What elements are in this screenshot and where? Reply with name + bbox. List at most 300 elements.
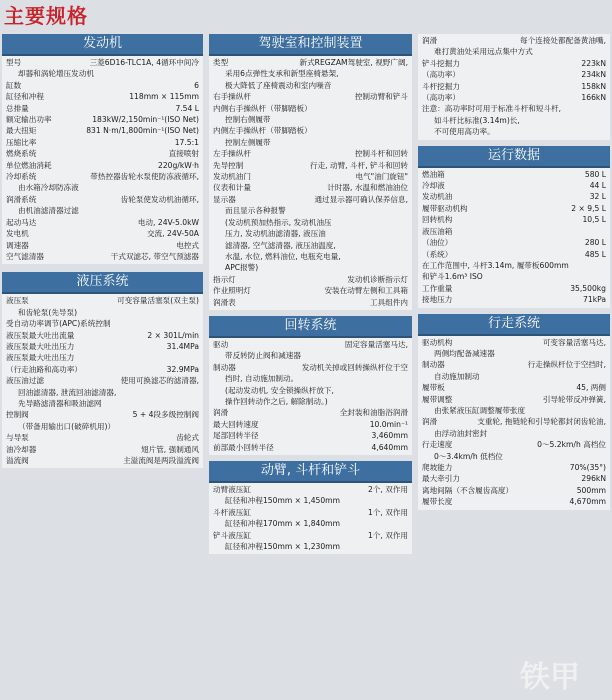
spec-label: 右手操纵杆 — [213, 92, 251, 102]
spec-value: 和齿轮泵(先导泵) — [18, 307, 78, 317]
spec-value: 5 + 4段多级控制阀 — [132, 410, 199, 420]
spec-row — [422, 126, 606, 137]
spec-row — [422, 294, 606, 305]
spec-value: 0～3.4km/h 低档位 — [434, 451, 503, 461]
spec-label: 工作重量 — [422, 283, 453, 293]
spec-row — [6, 409, 199, 420]
spec-value: 158kN — [581, 81, 606, 91]
spec-row — [6, 57, 199, 68]
spec-row — [213, 148, 408, 159]
spec-row — [213, 362, 408, 373]
spec-row — [213, 495, 408, 506]
spec-row — [6, 240, 199, 251]
spec-row — [213, 274, 408, 285]
spec-row — [213, 251, 408, 262]
spec-row — [422, 473, 606, 484]
spec-value: 发动机诊断指示灯 — [347, 274, 408, 284]
spec-value: 32.9MPa — [166, 364, 199, 374]
spec-value: 水温, 水位, 燃料油位, 电瓶充电量, — [225, 251, 341, 261]
spec-value: 71kPa — [583, 295, 606, 305]
spec-label: 铲斗液压缸 — [213, 530, 251, 540]
spec-value: 齿轮泵使发动机油循环, — [120, 194, 199, 204]
spec-row — [6, 432, 199, 443]
spec-row — [422, 115, 606, 126]
spec-value: 却器和涡轮增压发动机 — [18, 69, 94, 79]
spec-row — [213, 114, 408, 125]
spec-label: 润滑 — [422, 417, 438, 427]
spec-value: 280 L — [584, 238, 606, 248]
spec-row — [6, 330, 199, 341]
spec-row — [213, 137, 408, 148]
spec-label: 压缩比率 — [6, 137, 37, 147]
spec-value: 44 L — [589, 181, 606, 191]
spec-row — [213, 407, 408, 418]
spec-row — [422, 485, 606, 496]
spec-row — [6, 318, 199, 329]
spec-row — [6, 455, 199, 466]
spec-value: 带热控器齿轮水泵使防冻液循环, — [90, 172, 199, 182]
spec-value: 2个, 双作用 — [367, 485, 408, 494]
spec-row — [422, 180, 606, 191]
spec-label: 接地压力 — [422, 295, 453, 305]
spec-label: 最大扭矩 — [6, 126, 37, 136]
spec-label: 内侧左手操纵杆（带脚踏板） — [213, 126, 312, 136]
spec-row — [422, 371, 606, 382]
spec-label: 润滑 — [213, 408, 229, 418]
rows-travel — [418, 336, 610, 510]
spec-row — [213, 240, 408, 251]
spec-row — [213, 385, 408, 396]
spec-value: 10,5 L — [582, 215, 606, 225]
section-lube — [418, 34, 610, 140]
spec-label: 缸数 — [6, 80, 22, 90]
rows-swing — [209, 338, 412, 455]
spec-label: 履带调整 — [422, 394, 453, 404]
spec-value: 控制右侧履带 — [225, 115, 271, 125]
spec-value: 31.4MPa — [166, 341, 199, 351]
spec-label: 制动器 — [422, 360, 445, 370]
spec-row — [422, 428, 606, 439]
spec-value: 由浮动油封密封 — [434, 428, 488, 438]
spec-value: 1个, 双作用 — [367, 530, 408, 540]
spec-value: 7.54 L — [175, 103, 199, 113]
section-title-cab: 驾驶室和控制装置 — [209, 34, 412, 56]
spec-label: 燃烧系统 — [6, 149, 37, 159]
spec-row — [422, 237, 606, 248]
spec-label: 制动器 — [213, 362, 236, 372]
spec-value: 回油滤清器, 泄流回油滤清器, — [18, 387, 117, 397]
spec-row — [213, 262, 408, 273]
spec-label: 缸径和冲程 — [6, 92, 44, 102]
spec-row — [422, 69, 606, 80]
spec-value: 新式REGZAM驾驶室, 视野广阔, — [299, 58, 408, 67]
spec-row — [213, 507, 408, 518]
spec-row — [6, 103, 199, 114]
page-title-text: 主要规格 — [4, 4, 88, 28]
spec-value: 150mm × 1,230mm — [262, 542, 340, 552]
spec-value: 干式双滤芯, 带空气预滤器 — [110, 251, 199, 261]
spec-row — [422, 394, 606, 405]
spec-row — [422, 439, 606, 450]
spec-row — [422, 214, 606, 225]
spec-value: 831 N·m/1,800min⁻¹(ISO Net) — [86, 126, 199, 136]
spec-value: 压力, 发动机油滤清器, 液压油 — [225, 229, 326, 239]
spec-label: 发动机油门 — [213, 172, 251, 182]
page-title — [4, 0, 88, 30]
section-title-travel: 行走系统 — [418, 314, 610, 336]
spec-value: 由张紧液压缸调整履带张度 — [434, 405, 526, 415]
spec-row — [422, 46, 606, 57]
spec-value: 直接喷射 — [168, 149, 199, 159]
spec-row — [213, 182, 408, 193]
spec-row — [422, 249, 606, 260]
spec-row — [6, 251, 199, 262]
spec-label: 类型 — [213, 58, 229, 67]
spec-label: 液压泵最大吐出压力 — [6, 353, 75, 363]
spec-value: 500mm — [576, 485, 606, 495]
spec-value: 6 — [194, 80, 199, 90]
section-swing — [209, 316, 412, 455]
spec-label: 最大回转速度 — [213, 419, 259, 429]
spec-value: 45, 两侧 — [576, 383, 606, 393]
spec-row — [213, 160, 408, 171]
spec-value: 交流, 24V-50A — [146, 229, 199, 239]
spec-value: 使用可换滤芯的滤清器, — [120, 376, 199, 386]
spec-value: 296kN — [581, 474, 606, 484]
spec-row — [422, 416, 606, 427]
spec-row — [422, 348, 606, 359]
spec-label: 缸径和冲程 — [225, 542, 263, 552]
spec-value: 行走操纵杆位于空挡时, — [527, 360, 606, 370]
section-hydraulic — [2, 272, 203, 468]
spec-label: 润滑系统 — [6, 194, 37, 204]
spec-row — [213, 228, 408, 239]
spec-label: 润滑表 — [213, 297, 236, 307]
spec-row — [422, 92, 606, 103]
section-operating — [418, 146, 610, 308]
spec-value: 带反转防止阀和减速器 — [225, 351, 301, 361]
spec-value: 难打黄油处采用远点集中方式 — [434, 47, 533, 57]
spec-value: 如斗杆比标准(3.14m)长, — [434, 115, 520, 125]
section-title-attachment: 动臂, 斗杆和铲斗 — [209, 461, 412, 483]
spec-value: 17.5:1 — [174, 137, 199, 147]
spec-value: 极大降低了座椅震动和室内噪音 — [225, 80, 332, 90]
spec-value: 234kN — [581, 70, 606, 80]
spec-value: 由机油滤清器过滤 — [18, 206, 79, 216]
spec-value: 1个, 双作用 — [367, 507, 408, 517]
spec-value: 183kW/2,150min⁻¹(ISO Net) — [92, 115, 199, 125]
spec-row — [422, 451, 606, 462]
spec-row — [213, 373, 408, 384]
spec-value: 223kN — [581, 58, 606, 68]
spec-label: 指示灯 — [213, 274, 236, 284]
spec-value: 控制左侧履带 — [225, 137, 271, 147]
spec-row — [6, 307, 199, 318]
spec-value: 10.0min⁻¹ — [369, 419, 408, 429]
spec-row — [6, 91, 199, 102]
spec-value: 2 × 301L/min — [147, 330, 199, 340]
spec-label: 斗杆液压缸 — [213, 507, 251, 517]
spec-row — [6, 137, 199, 148]
watermark: 铁甲 — [520, 660, 580, 695]
section-engine — [2, 34, 203, 264]
spec-value: 220g/kW·h — [157, 160, 199, 170]
spec-value: 3,460mm — [371, 431, 408, 441]
spec-label: 液压泵 — [6, 296, 29, 306]
spec-row — [213, 339, 408, 350]
spec-value: 电控式 — [176, 240, 199, 250]
spec-label: 内侧右手操纵杆（带脚踏板） — [213, 103, 312, 113]
spec-value: 485 L — [584, 249, 606, 259]
spec-value: 4,640mm — [371, 442, 408, 452]
spec-label: 仪表和计量 — [213, 183, 251, 193]
spec-value: 先导路滤清器和吸油滤网 — [18, 398, 102, 408]
spec-row — [6, 228, 199, 239]
spec-value: 70%(35°) — [569, 463, 606, 472]
spec-value: 不可使用高功率。 — [434, 127, 495, 137]
spec-value: 由水箱冷却防冻液 — [18, 183, 79, 193]
spec-label: 单位燃油消耗 — [6, 160, 52, 170]
spec-row — [422, 226, 606, 237]
spec-label: （油位） — [422, 238, 453, 248]
column-middle — [209, 34, 412, 557]
spec-label: 额定输出功率 — [6, 115, 52, 125]
spec-label: 作业照明灯 — [213, 286, 251, 296]
rows-operating — [418, 168, 610, 308]
spec-value: 控制动臂和铲斗 — [354, 92, 408, 102]
spec-row — [6, 398, 199, 409]
spec-row — [6, 387, 199, 398]
spec-row — [422, 260, 606, 271]
spec-row — [422, 58, 606, 69]
spec-value: 主溢流阀是两段溢流阀 — [123, 456, 199, 465]
section-travel — [418, 314, 610, 510]
spec-label: 液压油过滤 — [6, 376, 44, 386]
spec-label: 履带板 — [422, 383, 445, 393]
spec-label: 前部最小回转半径 — [213, 442, 274, 452]
spec-label: 爬坡能力 — [422, 463, 453, 472]
spec-label: （系统） — [422, 249, 453, 259]
spec-label: 发电机 — [6, 229, 29, 239]
spec-row — [213, 205, 408, 216]
spec-row — [213, 430, 408, 441]
spec-value: 安装在动臂左侧和工具箱 — [324, 286, 408, 296]
spec-value: 发动机关掉或回转操纵杆位于空 — [301, 362, 408, 372]
spec-row — [422, 35, 606, 46]
spec-label: 液压泵最大吐出流量 — [6, 330, 75, 340]
spec-row — [422, 271, 606, 282]
rows-cab — [209, 56, 412, 310]
spec-value: 翅片管, 强制通风 — [141, 444, 199, 454]
spec-value: 操作回转动作之后, 解除制动。) — [225, 396, 328, 406]
section-cab — [209, 34, 412, 310]
spec-row — [422, 203, 606, 214]
spec-value: 35,500kg — [570, 283, 606, 293]
spec-row — [6, 364, 199, 375]
spec-value: 采用6点弹性支承和新型座椅悬架, — [225, 69, 339, 79]
spec-row — [422, 81, 606, 92]
spec-row — [213, 194, 408, 205]
spec-row — [6, 80, 199, 91]
spec-row — [6, 421, 199, 432]
spec-row — [422, 405, 606, 416]
spec-row — [422, 382, 606, 393]
spec-row — [213, 541, 408, 552]
spec-value: 全封装和油脂浴润滑 — [339, 408, 408, 418]
spec-value: 引导轮带反冲弹簧, — [542, 394, 606, 404]
spec-value: 每个连接处都配备黄油嘴, — [520, 36, 606, 45]
spec-value: 2 × 9,5 L — [571, 203, 606, 213]
spec-row — [6, 182, 199, 193]
spec-value: 166kN — [581, 93, 606, 103]
spec-value: 4,670mm — [569, 497, 606, 507]
spec-label: 油冷却器 — [6, 444, 37, 454]
spec-row — [213, 80, 408, 91]
spec-row — [213, 68, 408, 79]
spec-label: 与导泵 — [6, 433, 29, 443]
spec-label: 履带长度 — [422, 497, 453, 507]
spec-row — [213, 419, 408, 430]
spec-row — [6, 160, 199, 171]
spec-value: 0～5.2km/h 高档位 — [537, 440, 606, 450]
spec-row — [6, 352, 199, 363]
spec-label: 最大牵引力 — [422, 474, 460, 484]
spec-value: （带备用输出口(破碎机用)） — [18, 421, 116, 431]
spec-label: 冷却液 — [422, 181, 445, 191]
spec-row — [422, 191, 606, 202]
spec-row — [422, 462, 606, 473]
section-attachment — [209, 461, 412, 554]
rows-attachment — [209, 483, 412, 554]
spec-label: 驱动 — [213, 339, 229, 349]
spec-label: 总排量 — [6, 103, 29, 113]
spec-row — [6, 217, 199, 228]
spec-row — [6, 375, 199, 386]
spec-row — [6, 194, 199, 205]
spec-value: 齿轮式 — [176, 433, 199, 443]
spec-row — [213, 518, 408, 529]
spec-row — [213, 91, 408, 102]
spec-value: 32 L — [589, 192, 606, 202]
spec-label: 履带驱动机构 — [422, 203, 468, 213]
spec-row — [213, 125, 408, 136]
spec-row — [422, 359, 606, 370]
spec-row — [213, 350, 408, 361]
spec-label: 受自动功率调节(APC)系统控制 — [6, 319, 111, 329]
spec-value: (起动发动机, 安全锁操纵杆放下, — [225, 385, 334, 395]
spec-value: (发动机预加热指示, 发动机油压 — [225, 217, 332, 227]
spec-row — [213, 57, 408, 68]
spec-value: 行走, 动臂, 斗杆, 铲斗和回转 — [309, 160, 408, 170]
spec-value: 580 L — [584, 169, 606, 179]
spec-value: 滤清器, 空气滤清器, 液压油温度, — [225, 240, 336, 250]
spec-label: 铲斗挖掘力 — [422, 58, 460, 68]
spec-value: 计时器, 水温和燃油油位 — [327, 183, 408, 193]
spec-row — [6, 205, 199, 216]
spec-value: 电气"油门旋钮" — [355, 172, 408, 182]
spec-label: 液压油箱 — [422, 226, 453, 236]
spec-label: 冷却系统 — [6, 172, 37, 182]
spec-label: 先导控制 — [213, 160, 244, 170]
spec-row — [422, 103, 606, 114]
spec-label: 发动机油 — [422, 192, 453, 202]
spec-label: （高功率） — [422, 93, 460, 103]
spec-row — [6, 444, 199, 455]
spec-label: 缸径和冲程 — [225, 496, 263, 506]
spec-label: 行走速度 — [422, 440, 453, 450]
spec-label: 注意：高功率时可用于标准斗杆和短斗杆, — [422, 104, 562, 114]
rows-hydraulic — [2, 294, 203, 468]
spec-row — [422, 337, 606, 348]
spec-row — [213, 297, 408, 308]
spec-value: 可变容量活塞泵(双主泵) — [117, 296, 199, 306]
spec-label: 动臂液压缸 — [213, 485, 251, 494]
spec-label: 尾部回转半径 — [213, 431, 259, 441]
spec-label: 显示器 — [213, 194, 236, 204]
spec-value: 挡时, 自动施加制动。 — [225, 374, 299, 384]
spec-label: 液压泵最大吐出压力 — [6, 341, 75, 351]
spec-label: 在工作范围中, 斗杆3.14m, 履带板600mm — [422, 260, 569, 270]
spec-label: 起动马达 — [6, 217, 37, 227]
spec-row — [213, 103, 408, 114]
spec-label: （高功率） — [422, 70, 460, 80]
rows-lube — [418, 34, 610, 140]
spec-value: 可变容量活塞马达, — [542, 337, 606, 347]
spec-row — [6, 68, 199, 79]
spec-value: 而且显示各种报警 — [225, 206, 286, 216]
section-title-engine: 发动机 — [2, 34, 203, 56]
spec-row — [422, 496, 606, 507]
spec-row — [6, 114, 199, 125]
spec-label: 斗杆挖掘力 — [422, 81, 460, 91]
spec-label: （行走油路和高功率） — [6, 364, 82, 374]
spec-row — [213, 171, 408, 182]
spec-row — [213, 396, 408, 407]
spec-value: 170mm × 1,840mm — [262, 519, 340, 529]
spec-row — [422, 283, 606, 294]
spec-label: 控制阀 — [6, 410, 29, 420]
spec-label: 和铲斗1.6m³ ISO — [422, 272, 483, 282]
spec-value: 固定容量活塞马达, — [344, 339, 408, 349]
spec-value: 支重轮, 拖链轮和引导轮都封闭齿轮油, — [477, 417, 606, 427]
spec-row — [213, 530, 408, 541]
column-left — [2, 34, 203, 471]
spec-row — [6, 341, 199, 352]
spec-value: 电动, 24V-5.0kW — [137, 217, 199, 227]
spec-label: 左手操纵杆 — [213, 149, 251, 159]
spec-label: 溢流阀 — [6, 456, 29, 465]
column-right — [418, 34, 610, 513]
spec-row — [6, 148, 199, 159]
spec-value: 三菱6D16-TLC1A, 4循环中间冷 — [89, 58, 199, 67]
spec-label: 驱动机构 — [422, 337, 453, 347]
section-title-swing: 回转系统 — [209, 316, 412, 338]
spec-value: 150mm × 1,450mm — [262, 496, 340, 506]
spec-value: 工具组件内 — [370, 297, 408, 307]
section-title-hydraulic: 液压系统 — [2, 272, 203, 294]
spec-row — [6, 295, 199, 306]
spec-row — [6, 171, 199, 182]
spec-row — [6, 125, 199, 136]
spec-row — [213, 285, 408, 296]
spec-label: 缸径和冲程 — [225, 519, 263, 529]
spec-row — [422, 169, 606, 180]
spec-value: 通过显示器可确认保养信息, — [314, 194, 408, 204]
spec-label: 空气滤清器 — [6, 251, 44, 261]
spec-value: 118mm × 115mm — [129, 92, 199, 102]
spec-label: 离地间隔（不含履齿高度） — [422, 485, 514, 495]
section-title-operating: 运行数据 — [418, 146, 610, 168]
